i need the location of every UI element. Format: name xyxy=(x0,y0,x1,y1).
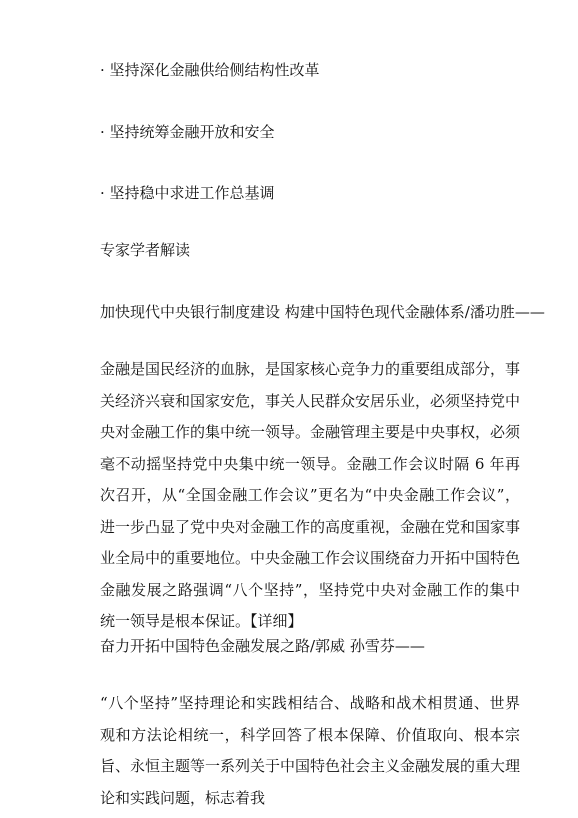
section-heading: 专家学者解读 xyxy=(100,241,191,259)
article-title[interactable]: 奋力开拓中国特色金融发展之路/郭威 孙雪芬—— xyxy=(100,637,425,655)
article-body xyxy=(100,354,520,638)
article-body: “八个坚持”坚持理论和实践相结合、战略和战术相贯通、世界观和方法论相统一，科学回答了根本保障、价值取向、根本宗旨、永恒主题等一系列关于中国特色社会主义金融发展的重大理论和实践问题，标志着我 xyxy=(100,694,521,807)
bullet-item: · 坚持统筹金融开放和安全 xyxy=(100,123,275,141)
article-body-text: 金融是国民经济的血脉，是国家核心竞争力的重要组成部分，事关经济兴衰和国家安危，事关人民群众安居乐业，必须坚持党中央对金融工作的集中统一领导。金融管理主要是中央事权，必须毫不动摇坚持党中央集中统一领导。金融工作会议时隔 6 年再次召开，从“全国金融工作会议”更名为“中央金融工作会议”，进一步凸显了党中央对金融工作的高度重视，金融在党和国家事业全局中的重要地位。中央金融工作会议围绕奋力开拓中国特色金融发展之路强调“八个坚持”，坚持党中央对金融工作的集中统一领导是根本保证。 xyxy=(100,360,521,630)
article-title[interactable]: 加快现代中央银行制度建设 构建中国特色现代金融体系/潘功胜—— xyxy=(100,303,545,321)
bullet-item: · 坚持稳中求进工作总基调 xyxy=(100,184,275,202)
detail-link[interactable]: 【详细】 xyxy=(250,612,303,630)
bullet-item: · 坚持深化金融供给侧结构性改革 xyxy=(100,61,320,79)
